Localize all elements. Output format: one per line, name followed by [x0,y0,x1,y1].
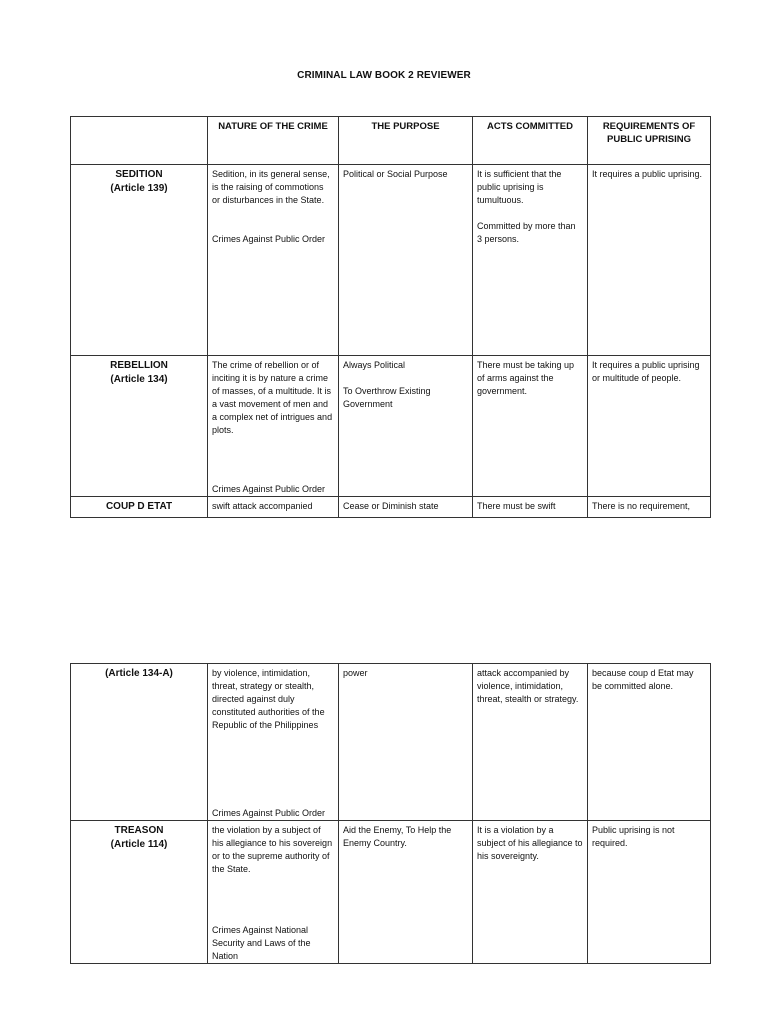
purpose-text: To Overthrow Existing Government [343,386,431,409]
acts-treason: It is a violation by a subject of his allegiance to his sovereignty. [473,821,588,964]
purpose-rebellion [339,356,473,497]
purpose-sedition: Political or Social Purpose [339,165,473,356]
crime-classification: Crimes Against Public Order [212,234,326,244]
nature-text: by violence, intimidation, threat, strategy or stealth, directed against duly constituted authorities of the Republic of the Philippines [212,668,325,730]
header-nature: NATURE OF THE CRIME [208,117,339,165]
nature-coup-detat-top: swift attack accompanied [208,497,339,518]
acts-coup-detat-top: There must be swift [473,497,588,518]
document-title: CRIMINAL LAW BOOK 2 REVIEWER [297,70,471,81]
requirements-coup-detat-top: There is no requirement, [588,497,711,518]
crime-classification: Crimes Against Public Order [212,484,326,494]
table-row-coup-detat-bottom [71,664,711,821]
nature-treason [208,821,339,964]
acts-coup-detat-bottom: attack accompanied by violence, intimidation, threat, stealth or strategy. [473,664,588,821]
acts-text: It is sufficient that the public uprising is tumultuous. [477,169,562,205]
requirements-rebellion: It requires a public uprising or multitude of people. [588,356,711,497]
purpose-coup-detat-top: Cease or Diminish state [339,497,473,518]
acts-sedition [473,165,588,356]
crime-article-coup-detat: (Article 134-A) [71,664,208,821]
requirements-coup-detat-bottom: because coup d Etat may be committed alone. [588,664,711,821]
purpose-coup-detat-bottom: power [339,664,473,821]
nature-text: the violation by a subject of his allegiance to his sovereign or to the supreme authority of the State. [212,825,333,874]
requirements-treason: Public uprising is not required. [588,821,711,964]
crime-name-sedition: SEDITION (Article 139) [71,165,208,356]
header-acts: ACTS COMMITTED [473,117,588,165]
header-purpose: THE PURPOSE [339,117,473,165]
table-row-sedition [71,165,711,356]
header-requirements: REQUIREMENTS OF PUBLIC UPRISING [588,117,711,165]
purpose-treason: Aid the Enemy, To Help the Enemy Country. [339,821,473,964]
crimes-table-page-part-1 [70,116,711,518]
nature-text: Sedition, in its general sense, is the raising of commotions or disturbances in the State. [212,169,330,205]
table-row-coup-detat-top [71,497,711,518]
table-row-treason [71,821,711,964]
table-header-row [71,117,711,165]
crime-classification: Crimes Against Public Order [212,808,326,818]
acts-text: Committed by more than 3 persons. [477,221,576,244]
header-empty-cell [71,117,208,165]
table-row-rebellion [71,356,711,497]
purpose-text: Always Political [343,360,406,370]
requirements-sedition: It requires a public uprising. [588,165,711,356]
nature-text: The crime of rebellion or of inciting it is by nature a crime of masses, of a multitude. It is a vast movement of men and a complex net of intrigues and plots. [212,360,333,435]
nature-sedition [208,165,339,356]
crime-name-coup-detat: COUP D ETAT [71,497,208,518]
crime-name-treason: TREASON (Article 114) [71,821,208,964]
crime-name-rebellion: REBELLION (Article 134) [71,356,208,497]
nature-coup-detat-bottom [208,664,339,821]
crimes-table-page-part-2 [70,663,711,964]
acts-rebellion: There must be taking up of arms against the government. [473,356,588,497]
crime-classification: Crimes Against National Security and Laws of the Nation [212,925,311,961]
nature-rebellion [208,356,339,497]
